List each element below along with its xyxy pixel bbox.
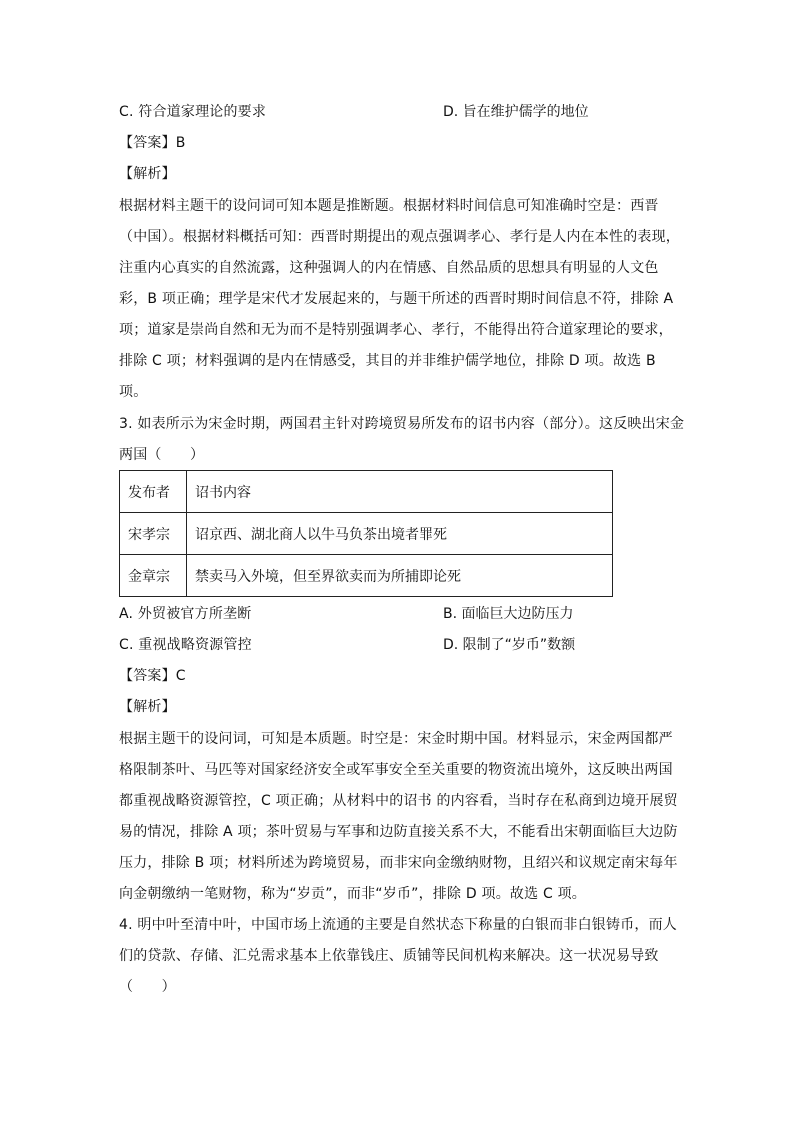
q2-analysis-line: 根据材料主题干的设问词可知本题是推断题。根据材料时间信息可知准确时空是：西晋 — [119, 198, 659, 214]
q3-answer: 【答案】C — [119, 668, 186, 684]
q4-stem-line: 4. 明中叶至清中叶，中国市场上流通的主要是自然状态下称量的白银而非白银铸币，而人 — [119, 917, 678, 933]
table-row — [120, 555, 613, 597]
q2-analysis-line: （中国）。根据材料概括可知：西晋时期提出的观点强调孝心、孝行是人内在本性的表现， — [119, 229, 680, 245]
q4-stem-line: （ ） — [119, 979, 176, 995]
q2-option-d: D. 旨在维护儒学的地位 — [443, 104, 589, 120]
q3-option-a: A. 外贸被官方所垄断 — [119, 606, 252, 622]
table-cell: 禁卖马入外境，但至界欲卖而为所捕即论死 — [187, 555, 613, 597]
q2-analysis-line: 项；道家是崇尚自然和无为而不是特别强调孝心、孝行，不能得出符合道家理论的要求， — [119, 322, 673, 338]
table-header-cell: 诏书内容 — [187, 471, 613, 513]
q3-stem-line: 3. 如表所示为宋金时期，两国君主针对跨境贸易所发布的诏书内容（部分）。这反映出宋金 — [119, 416, 685, 432]
q4-stem-line: 们的贷款、存储、汇兑需求基本上依靠钱庄、质铺等民间机构来解决。这一状况易导致 — [119, 948, 659, 964]
q3-stem-line: 两国（ ） — [119, 447, 205, 463]
q3-analysis-line: 格限制茶叶、马匹等对国家经济安全或军事安全至关重要的物资流出境外，这反映出两国 — [119, 762, 673, 778]
q2-analysis-line: 排除 C 项；材料强调的是内在情感受，其目的并非维护儒学地位，排除 D 项。故选 B — [119, 353, 656, 369]
q3-analysis-line: 根据主题干的设问词，可知是本质题。时空是：宋金时期中国。材料显示，宋金两国都严 — [119, 731, 673, 747]
q2-analysis-label: 【解析】 — [119, 166, 176, 182]
table-header-row — [120, 471, 613, 513]
table-cell: 诏京西、湖北商人以牛马负茶出境者罪死 — [187, 513, 613, 555]
table-header-cell: 发布者 — [120, 471, 187, 513]
table-row — [120, 513, 613, 555]
q3-analysis-line: 压力，排除 B 项；材料所述为跨境贸易，而非宋向金缴纳财物，且绍兴和议规定南宋每年 — [119, 855, 678, 871]
q3-option-c: C. 重视战略资源管控 — [119, 637, 252, 653]
q2-option-c: C. 符合道家理论的要求 — [119, 104, 267, 120]
q2-analysis-line: 彩，B 项正确；理学是宋代才发展起来的，与题干所述的西晋时期时间信息不符，排除 A — [119, 291, 674, 307]
q3-analysis-line: 向金朝缴纳一笔财物，称为“岁贡”，而非“岁币”，排除 D 项。故选 C 项。 — [119, 886, 586, 902]
q3-analysis-label: 【解析】 — [119, 699, 176, 715]
table-cell: 宋孝宗 — [120, 513, 187, 555]
q2-analysis-line: 注重内心真实的自然流露，这种强调人的内在情感、自然品质的思想具有明显的人文色 — [119, 260, 659, 276]
q3-analysis-line: 都重视战略资源管控，C 项正确；从材料中的诏书 的内容看，当时存在私商到边境开展贸 — [119, 793, 678, 809]
q3-option-b: B. 面临巨大边防压力 — [443, 606, 574, 622]
edict-table — [119, 470, 613, 597]
q2-answer: 【答案】B — [119, 135, 186, 151]
q2-analysis-line: 项。 — [119, 384, 148, 400]
q3-option-d: D. 限制了“岁币”数额 — [443, 637, 576, 653]
table-cell: 金章宗 — [120, 555, 187, 597]
q3-analysis-line: 易的情况，排除 A 项；茶叶贸易与军事和边防直接关系不大，不能看出宋朝面临巨大边防 — [119, 824, 678, 840]
